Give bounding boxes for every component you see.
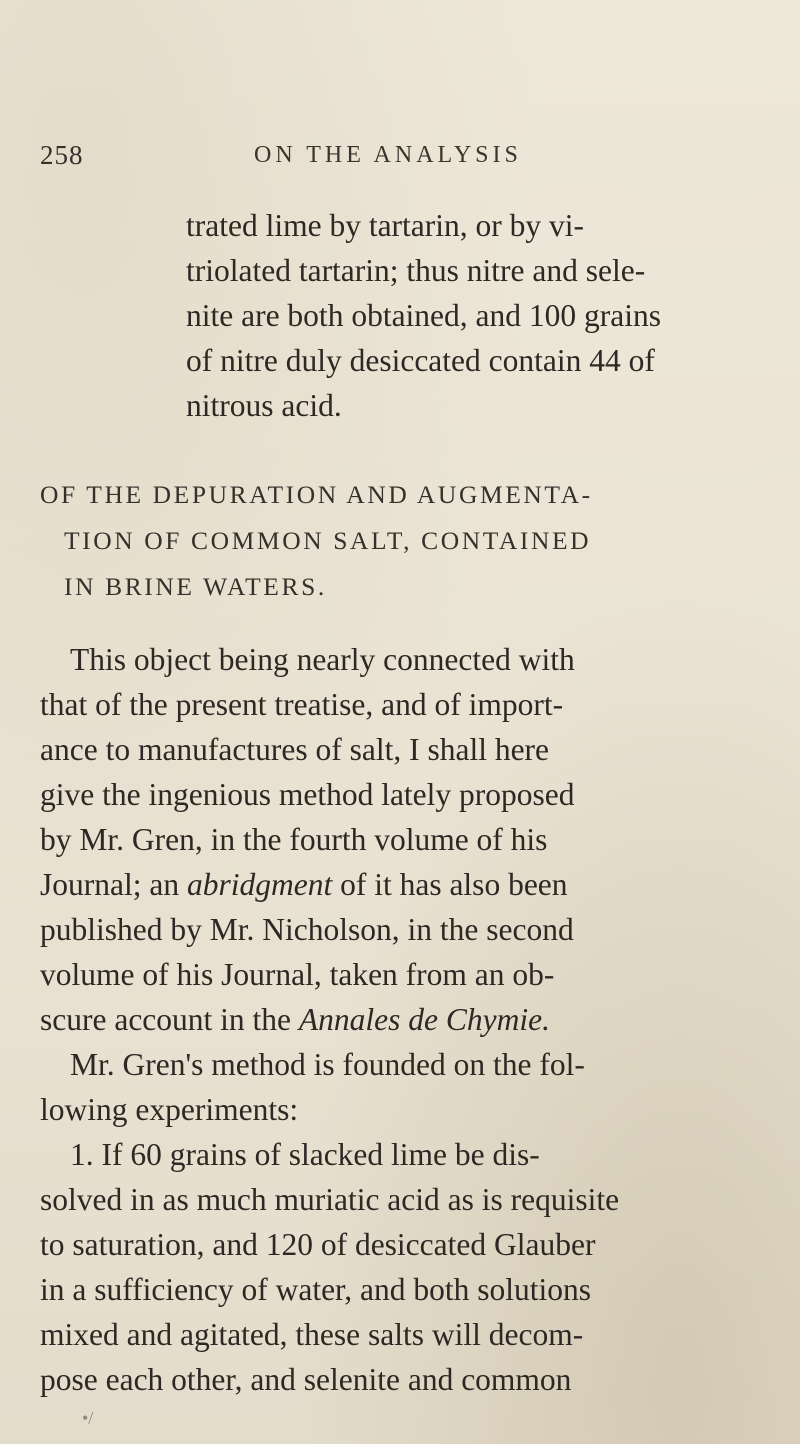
paragraph1-line: nitrous acid. — [186, 388, 342, 423]
footer-mark: •/ — [82, 1408, 94, 1428]
paragraph2-text: scure account in the — [40, 1002, 299, 1037]
paragraph2-line: by Mr. Gren, in the fourth volume of his — [40, 822, 548, 857]
paragraph2-text: of it has also been — [332, 867, 568, 902]
paragraph2-line: that of the present treatise, and of import- — [40, 687, 564, 722]
italic-title: Annales de Chymie. — [298, 1002, 550, 1037]
paragraph2-line — [40, 865, 568, 905]
paragraph1-line: triolated tartarin; thus nitre and sele- — [186, 253, 646, 288]
italic-term: abridgment — [186, 867, 333, 902]
paragraph2-line: This object being nearly connected with — [70, 642, 575, 677]
paragraph3-line: to saturation, and 120 of desiccated Glauber — [40, 1227, 596, 1262]
paragraph3-line: mixed and agitated, these salts will decom- — [40, 1317, 584, 1352]
paragraph3-line: solved in as much muriatic acid as is requisite — [40, 1182, 620, 1217]
paragraph1-line: of nitre duly desiccated contain 44 of — [186, 343, 655, 378]
paragraph2-line: lowing experiments: — [40, 1092, 299, 1127]
page-number: 258 — [40, 140, 84, 170]
paragraph3-line: in a sufficiency of water, and both solutions — [40, 1272, 592, 1307]
running-head: ON THE ANALYSIS — [254, 142, 522, 168]
paragraph2-line: volume of his Journal, taken from an ob- — [40, 957, 555, 992]
paragraph2-line: give the ingenious method lately proposed — [40, 777, 575, 812]
section-heading-line: TION OF COMMON SALT, CONTAINED — [64, 526, 592, 555]
section-heading-line: OF THE DEPURATION AND AUGMENTA- — [40, 480, 593, 509]
paragraph3-line: 1. If 60 grains of slacked lime be dis- — [70, 1137, 540, 1172]
paragraph1-line: trated lime by tartarin, or by vi- — [186, 208, 584, 243]
page-header — [40, 140, 760, 180]
paragraph3-line: pose each other, and selenite and common — [40, 1362, 572, 1397]
paragraph2-line: published by Mr. Nicholson, in the second — [40, 912, 574, 947]
paragraph2-line: ance to manufactures of salt, I shall here — [40, 732, 550, 767]
paragraph2-line: Mr. Gren's method is founded on the fol- — [70, 1047, 585, 1082]
section-heading-line: IN BRINE WATERS. — [64, 572, 327, 601]
paragraph2-line — [40, 1000, 550, 1040]
paragraph2-text: Journal; an — [40, 867, 187, 902]
paragraph1-line: nite are both obtained, and 100 grains — [186, 298, 661, 333]
